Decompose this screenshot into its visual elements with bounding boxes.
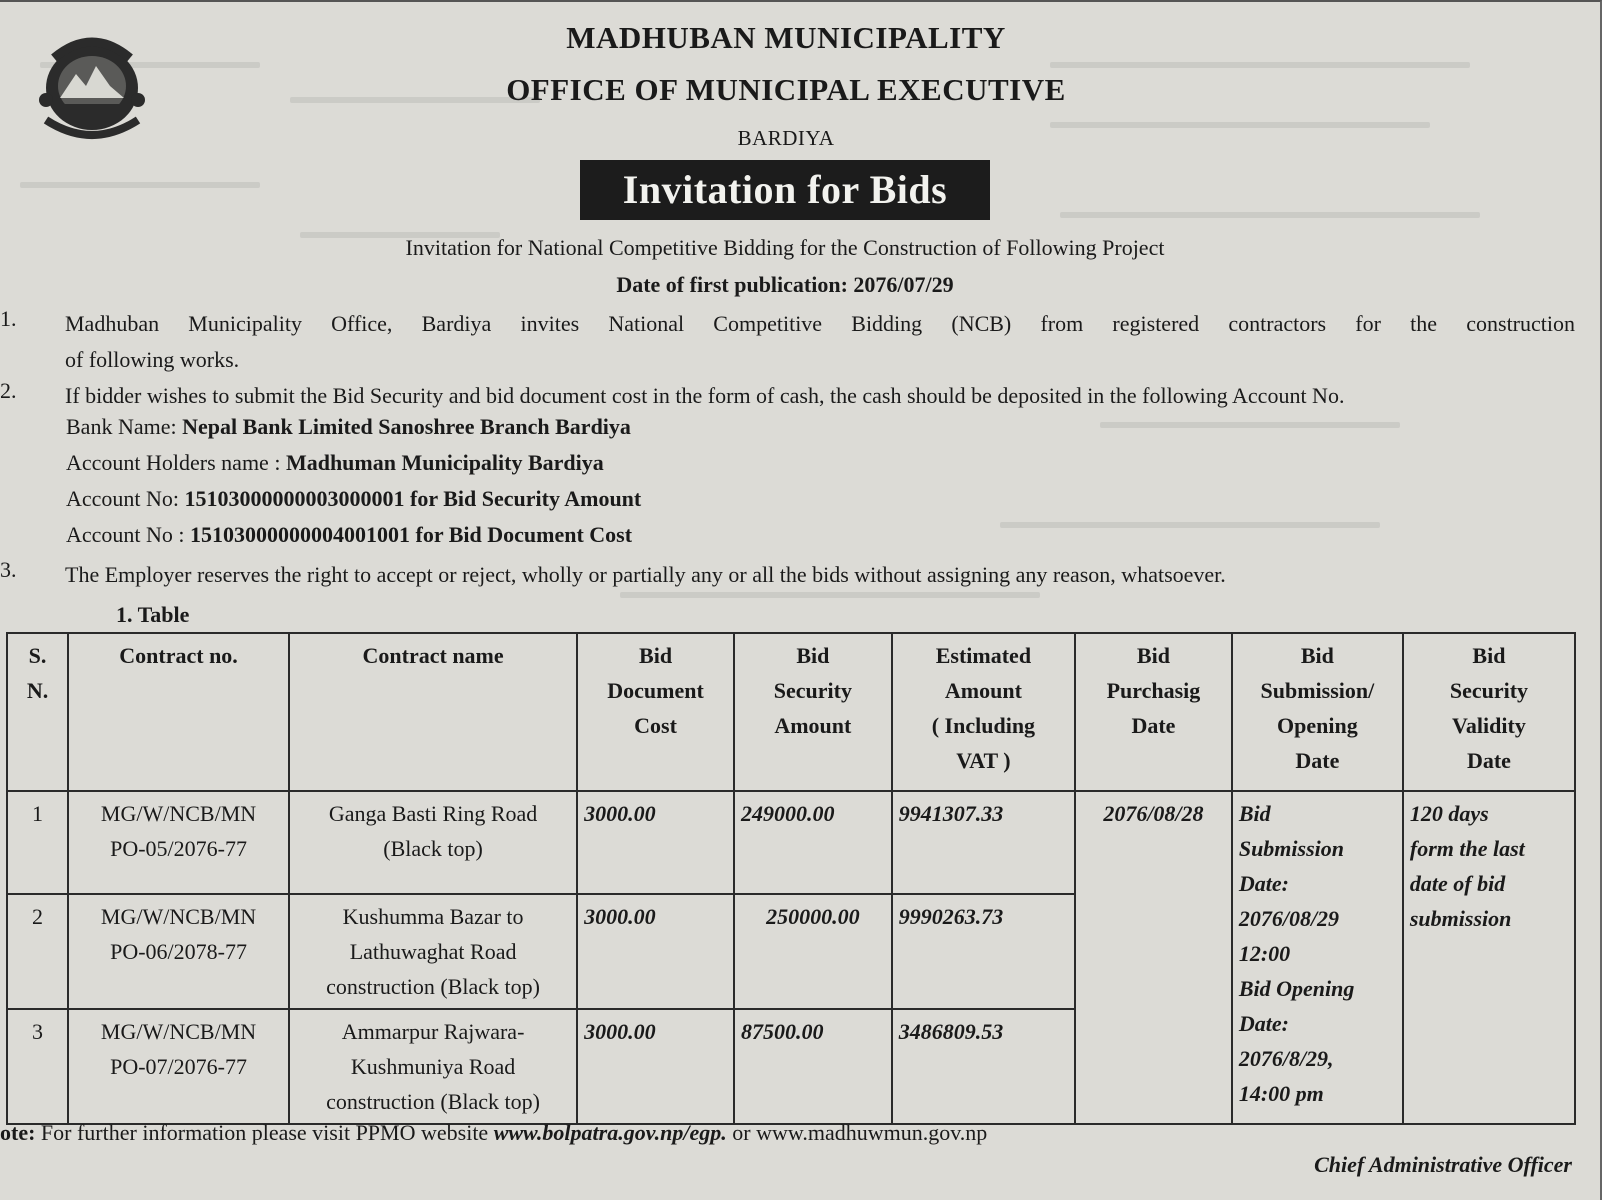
point-2-text: If bidder wishes to submit the Bid Security and bid document cost in the form of cash, the cash should be deposited in the following Account No. <box>65 383 1345 408</box>
row-bid-security-amount: 250000.00 <box>734 894 892 1009</box>
municipality-title: MADHUBAN MUNICIPALITY <box>566 20 1006 55</box>
bid-security-validity-cell: 120 days form the last date of bid submission <box>1403 791 1575 1124</box>
security-account-label: Account No: <box>66 486 185 511</box>
document-account-value: 15103000000004001001 for Bid Document Cost <box>190 522 633 547</box>
account-holder-line <box>66 450 604 476</box>
row-contract-name: Ammarpur Rajwara- Kushmuniya Road construction (Black top) <box>289 1009 577 1124</box>
row-sn: 3 <box>7 1009 68 1124</box>
district-title: BARDIYA <box>737 126 835 150</box>
point-number-1: 1. <box>0 306 17 331</box>
publication-date: Date of first publication: 2076/07/29 <box>616 272 954 297</box>
point-1-line-1: Madhuban Municipality Office, Bardiya invites National Competitive Bidding (NCB) from registered contractors for the construction <box>65 311 1575 336</box>
point-number-2: 2. <box>0 378 17 403</box>
bids-table <box>6 632 1576 1125</box>
header-sn: S. N. <box>7 633 68 791</box>
row-estimated-amount: 9941307.33 <box>892 791 1075 894</box>
row-contract-no: MG/W/NCB/MN PO-05/2076-77 <box>68 791 289 894</box>
document-account-label: Account No : <box>66 522 191 547</box>
table-caption: 1. Table <box>116 602 190 627</box>
header-bid-purchasing-date: Bid Purchasig Date <box>1075 633 1232 791</box>
row-estimated-amount: 9990263.73 <box>892 894 1075 1009</box>
note-label: ote: <box>0 1120 36 1145</box>
row-contract-no: MG/W/NCB/MN PO-07/2076-77 <box>68 1009 289 1124</box>
footer-note <box>0 1120 987 1146</box>
office-title: OFFICE OF MUNICIPAL EXECUTIVE <box>506 72 1066 107</box>
header-estimated-amount: Estimated Amount ( Including VAT ) <box>892 633 1075 791</box>
header-bid-security-amount: Bid Security Amount <box>734 633 892 791</box>
ppmo-website-link[interactable]: www.bolpatra.gov.np/egp. <box>493 1120 727 1145</box>
header-contract-no: Contract no. <box>68 633 289 791</box>
row-contract-name: Ganga Basti Ring Road (Black top) <box>289 791 577 894</box>
row-sn: 2 <box>7 894 68 1009</box>
document-account-line <box>66 522 632 548</box>
row-estimated-amount: 3486809.53 <box>892 1009 1075 1124</box>
security-account-line <box>66 486 641 512</box>
table-header-row <box>7 633 1575 791</box>
row-bid-document-cost: 3000.00 <box>577 1009 734 1124</box>
account-holder-label: Account Holders name : <box>66 450 286 475</box>
table-row <box>7 791 1575 894</box>
row-bid-security-amount: 249000.00 <box>734 791 892 894</box>
point-3-text: The Employer reserves the right to accept or reject, wholly or partially any or all the bids without assigning any reason, whatsoever. <box>65 562 1226 587</box>
notice-subtitle: Invitation for National Competitive Bidding for the Construction of Following Project <box>405 235 1165 260</box>
header-bid-security-validity: Bid Security Validity Date <box>1403 633 1575 791</box>
header-bid-submission-date: Bid Submission/ Opening Date <box>1232 633 1403 791</box>
row-bid-document-cost: 3000.00 <box>577 894 734 1009</box>
point-1-line-2: of following works. <box>65 347 240 372</box>
row-bid-security-amount: 87500.00 <box>734 1009 892 1124</box>
municipality-website-text: or www.madhuwmun.gov.np <box>726 1120 988 1145</box>
header-bid-document-cost: Bid Document Cost <box>577 633 734 791</box>
notice-banner: Invitation for Bids <box>580 160 990 220</box>
note-text: For further information please visit PPMO website <box>35 1120 494 1145</box>
security-account-value: 15103000000003000001 for Bid Security Amount <box>184 486 642 511</box>
bid-submission-opening-cell: Bid Submission Date: 2076/08/29 12:00 Bid Opening Date: 2076/8/29, 14:00 pm <box>1232 791 1403 1124</box>
row-bid-document-cost: 3000.00 <box>577 791 734 894</box>
bank-name-line <box>66 414 631 440</box>
point-number-3: 3. <box>0 557 17 582</box>
row-contract-name: Kushumma Bazar to Lathuwaghat Road construction (Black top) <box>289 894 577 1009</box>
row-contract-no: MG/W/NCB/MN PO-06/2078-77 <box>68 894 289 1009</box>
header-contract-name: Contract name <box>289 633 577 791</box>
bank-name-label: Bank Name: <box>66 414 183 439</box>
row-sn: 1 <box>7 791 68 894</box>
account-holder-value: Madhuman Municipality Bardiya <box>285 450 604 475</box>
signoff-title: Chief Administrative Officer <box>1314 1152 1572 1177</box>
bank-name-value: Nepal Bank Limited Sanoshree Branch Bardiya <box>182 414 631 439</box>
bid-purchasing-date-cell: 2076/08/28 <box>1075 791 1232 1124</box>
